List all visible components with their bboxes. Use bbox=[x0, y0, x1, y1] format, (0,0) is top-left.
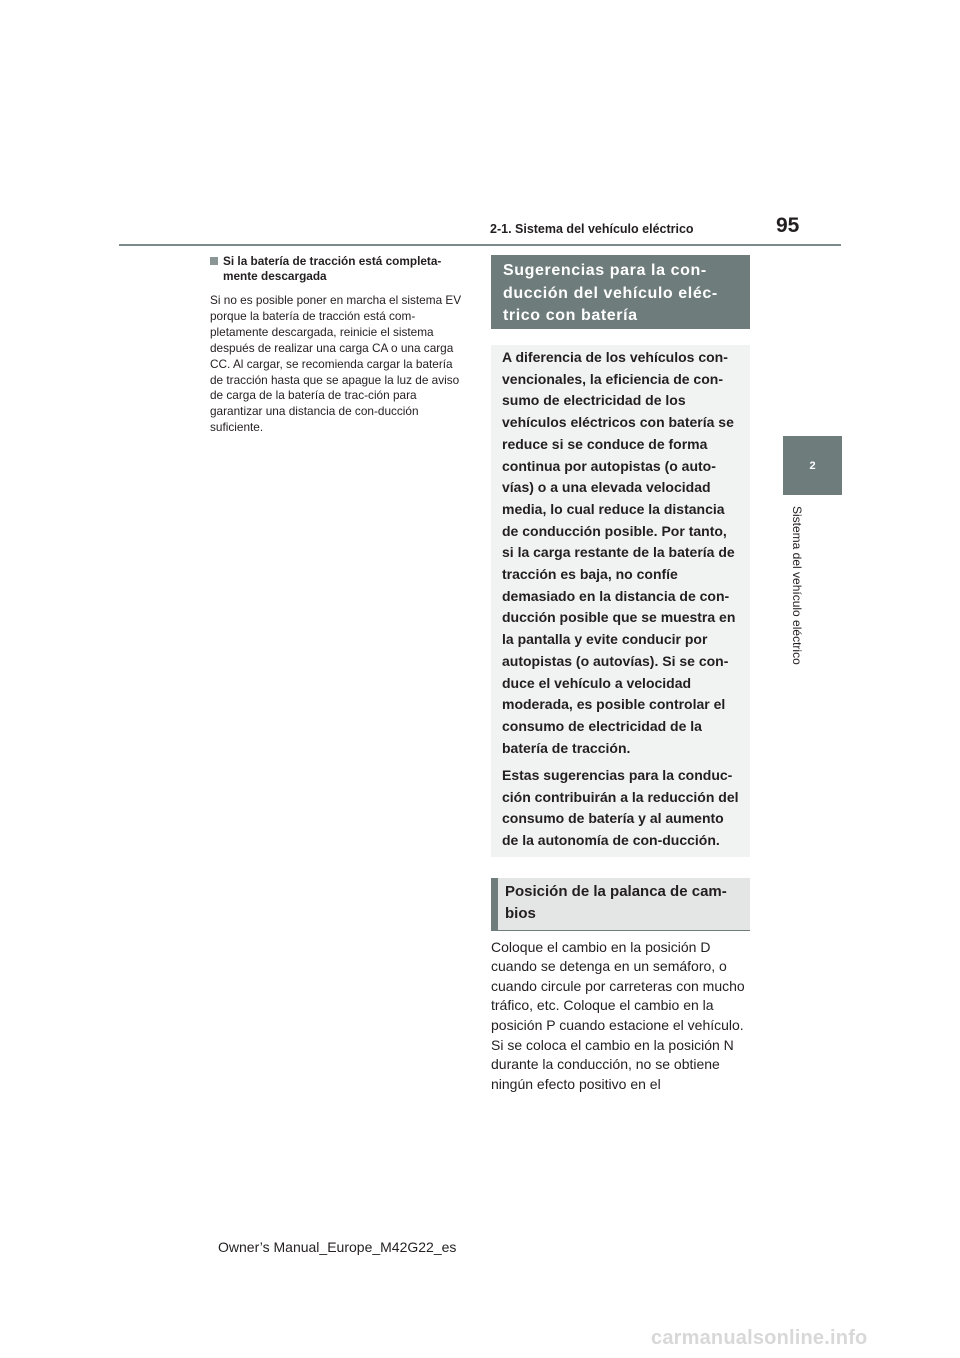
header-rule bbox=[119, 244, 841, 246]
right-column bbox=[491, 255, 750, 1094]
page-number: 95 bbox=[776, 214, 800, 237]
sub-section-heading: Posición de la palanca de cam-bios bbox=[491, 878, 750, 930]
body-paragraph: Coloque el cambio en la posición D cuando se detenga en un semáforo, o cuando circule por carreteras con mucho tráfico, etc. Coloque el cambio en la posición P cuando estacione el vehículo. Si se coloca el cambio en la posición N durante la conducción, no se obtiene ningún efecto positivo en el bbox=[491, 938, 745, 1092]
heading-underline bbox=[491, 930, 750, 931]
footer-manual-name: Owner’s Manual_Europe_M42G22_es bbox=[218, 1239, 457, 1255]
main-heading: Sugerencias para la con-ducción del vehículo eléc-trico con batería bbox=[491, 255, 750, 329]
section-title: 2-1. Sistema del vehículo eléctrico bbox=[490, 222, 694, 236]
left-column bbox=[210, 254, 466, 436]
chapter-label: Sistema del vehículo eléctrico bbox=[790, 506, 804, 665]
tip-paragraph: Estas sugerencias para la conduc-ción contribuirán a la reducción del consumo de batería y al aumento de la autonomía de con-ducción. bbox=[502, 766, 739, 848]
tip-paragraph: A diferencia de los vehículos con-vencionales, la eficiencia de con-sumo de electricidad de los vehículos eléctricos con batería se reduce si se conduce de forma continua por autopistas (o auto-vías) o a una elevada velocidad media, lo cual reduce la distancia de conducción posible. Por tanto, si la carga restante de la batería de tracción es baja, no confíe demasiado en la distancia de con-ducción posible que se muestra en la pantalla y evite conducir por autopistas (o autovías). Si se con-duce el vehículo a velocidad moderada, es posible controlar el consumo de electricidad de la batería de tracción. bbox=[502, 349, 736, 756]
square-bullet-icon bbox=[210, 257, 218, 265]
chapter-tab bbox=[783, 436, 842, 495]
sub-heading-text: Si la batería de tracción está completa-mente descargada bbox=[223, 254, 442, 283]
chapter-number: 2 bbox=[809, 459, 816, 472]
footer-watermark: carmanualsonline.info bbox=[651, 1327, 868, 1349]
sub-heading bbox=[210, 254, 466, 284]
body-paragraph: Si no es posible poner en marcha el sistema EV porque la batería de tracción está com-pletamente descargada, reinicie el sistema después de realizar una carga CA o una carga CC. Al cargar, se recomienda cargar la batería de tracción hasta que se apague la luz de aviso de carga de la batería de trac-ción para garantizar una distancia de con-ducción suficiente. bbox=[210, 293, 462, 435]
tip-box bbox=[491, 345, 750, 857]
